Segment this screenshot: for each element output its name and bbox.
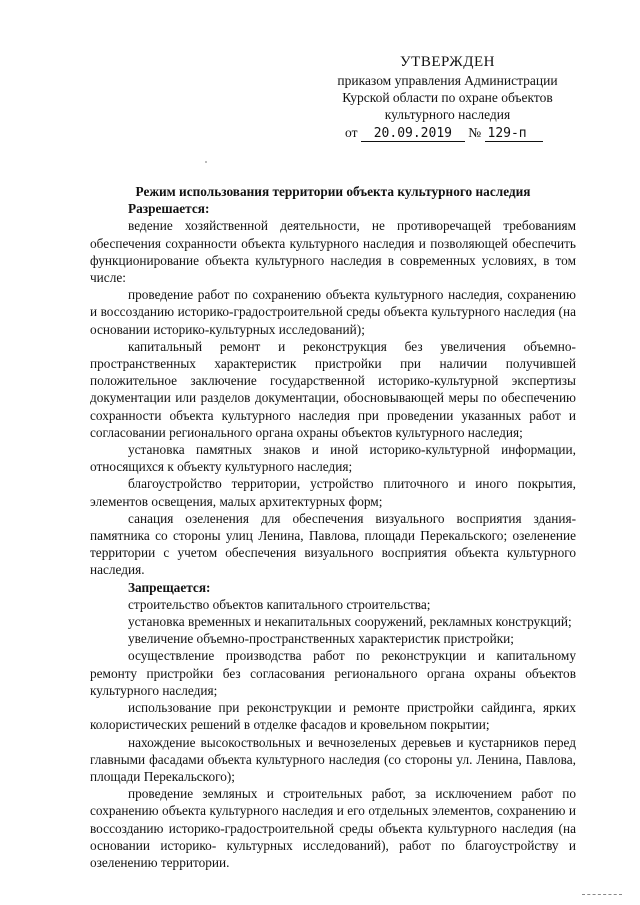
allowed-label: Разрешается: <box>128 201 210 217</box>
forbidden-item: осуществление производства работ по реконструкции и капитальному ремонту пристройки без согласования регионального органа охраны объектов культурного наследия; <box>90 648 576 698</box>
forbidden-item: нахождение высокоствольных и вечнозеленых деревьев и кустарников перед главными фасадами объекта культурного наследия (со стороны ул. Ленина, Павлова, площади Перекальского); <box>90 734 576 784</box>
allowed-item: установка памятных знаков и иной историко-культурной информации, относящихся к объекту культурного наследия; <box>90 442 576 475</box>
allowed-item: проведение работ по сохранению объекта культурного наследия, сохранению и воссозданию историко-градостроительной среды объекта культурного наследия (на основании историко-культурных исследований); <box>90 287 576 337</box>
forbidden-item: использование при реконструкции и ремонте пристройки сайдинга, ярких колористических решений в отделке фасадов и кровельном покрытии; <box>90 700 576 733</box>
approval-title: УТВЕРЖДЕН <box>400 54 495 70</box>
allowed-item: ведение хозяйственной деятельности, не противоречащей требованиям обеспечения сохранности объекта культурного наследия и позволяющей обеспечить функционирование объекта культурного наследия в современных условиях, в том числе: <box>90 218 576 286</box>
forbidden-item: строительство объектов капитального строительства; <box>128 596 431 612</box>
allowed-item: санация озеленения для обеспечения визуального восприятия здания-памятника со стороны улиц Ленина, Павлова, площади Перекальского; озеленение территории с учетом обеспечения визуального восприятия объекта культурного наследия. <box>90 510 576 578</box>
approval-line-2: Курской области по охране объектов <box>342 90 553 105</box>
forbidden-label: Запрещается: <box>128 579 211 595</box>
scan-speck <box>205 161 207 163</box>
approval-line-1: приказом управления Администрации <box>337 73 558 88</box>
approval-date-line <box>325 124 570 142</box>
forbidden-item: проведение земляных и строительных работ, за исключением работ по сохранению объекта культурного наследия и его отдельных элементов, сохранению и воссозданию историко-градостроительной среды объекта культурного наследия (на основании историко- культурных исследований), работ по благоустройству и озеленению территории. <box>90 786 576 870</box>
allowed-item: благоустройство территории, устройство плиточного и иного покрытия, элементов освещения, малых архитектурных форм; <box>90 476 576 509</box>
forbidden-item: увеличение объемно-пространственных характеристик пристройки; <box>128 631 514 647</box>
allowed-item: капитальный ремонт и реконструкция без увеличения объемно-пространственных характеристик пристройки при наличии получившей положительное заключение государственной историко-культурной экспертизы документации или разделов документации, обосновывающей меры по обеспечению сохранности объекта культурного наследия при проведении указанных работ и согласовании регионального органа охраны объектов культурного наследия; <box>90 338 576 440</box>
approval-stamp-block <box>325 54 570 142</box>
date-prefix: от <box>345 125 358 140</box>
approval-line-3: культурного наследия <box>384 107 511 122</box>
forbidden-item: установка временных и некапитальных сооружений, рекламных конструкций; <box>128 614 572 630</box>
document-heading: Режим использования территории объекта культурного наследия <box>135 184 531 199</box>
number-prefix: № <box>468 125 482 140</box>
approval-date: 20.09.2019 <box>361 127 465 142</box>
footer-divider <box>582 894 622 895</box>
document-body <box>90 183 576 871</box>
approval-number: 129-п <box>485 127 543 142</box>
